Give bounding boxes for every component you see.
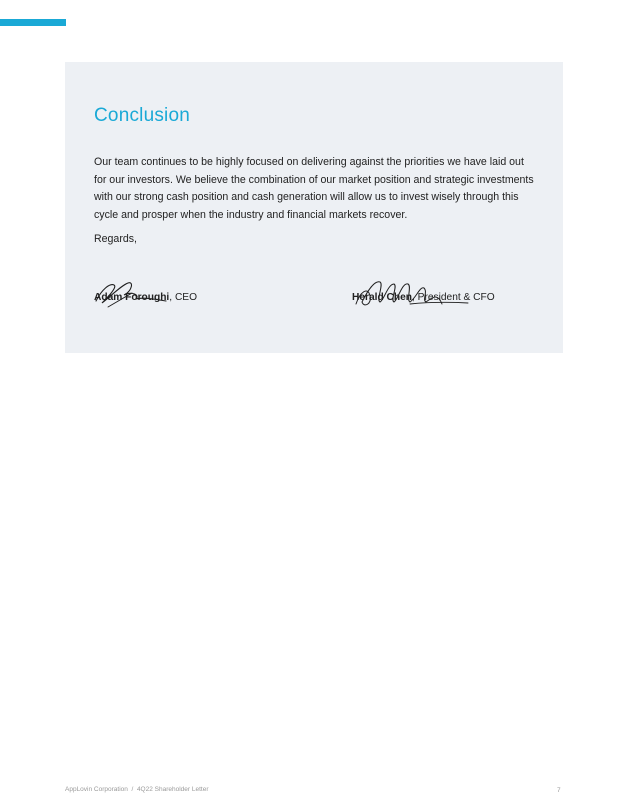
footer-separator: /	[131, 786, 134, 793]
closing-text: Regards,	[94, 233, 137, 245]
signatory-title: , CEO	[169, 292, 198, 303]
signature-adam-foroughi	[92, 269, 172, 309]
section-heading: Conclusion	[94, 105, 190, 126]
conclusion-panel	[65, 62, 563, 353]
footer-company: AppLovin Corporation	[65, 786, 128, 793]
footer-document-title: 4Q22 Shareholder Letter	[136, 786, 209, 793]
signatory-title: , President & CFO	[412, 292, 495, 303]
signatory-name: Herald Chen	[352, 292, 413, 303]
signature-line-ceo	[94, 292, 197, 303]
signature-line-cfo	[352, 292, 495, 303]
accent-bar	[0, 19, 66, 26]
conclusion-paragraph: Our team continues to be highly focused on delivering against the priorities we have laid out for our investors. We believe the combination of our market position and strategic investments with our strong cash position and cash generation will allow us to invest wisely through this cycle and prosper when the industry and financial markets recover.	[94, 156, 534, 221]
footer-document-label	[65, 786, 209, 793]
signatory-name: Adam Foroughi	[94, 292, 170, 303]
page-number: 7	[557, 787, 561, 794]
